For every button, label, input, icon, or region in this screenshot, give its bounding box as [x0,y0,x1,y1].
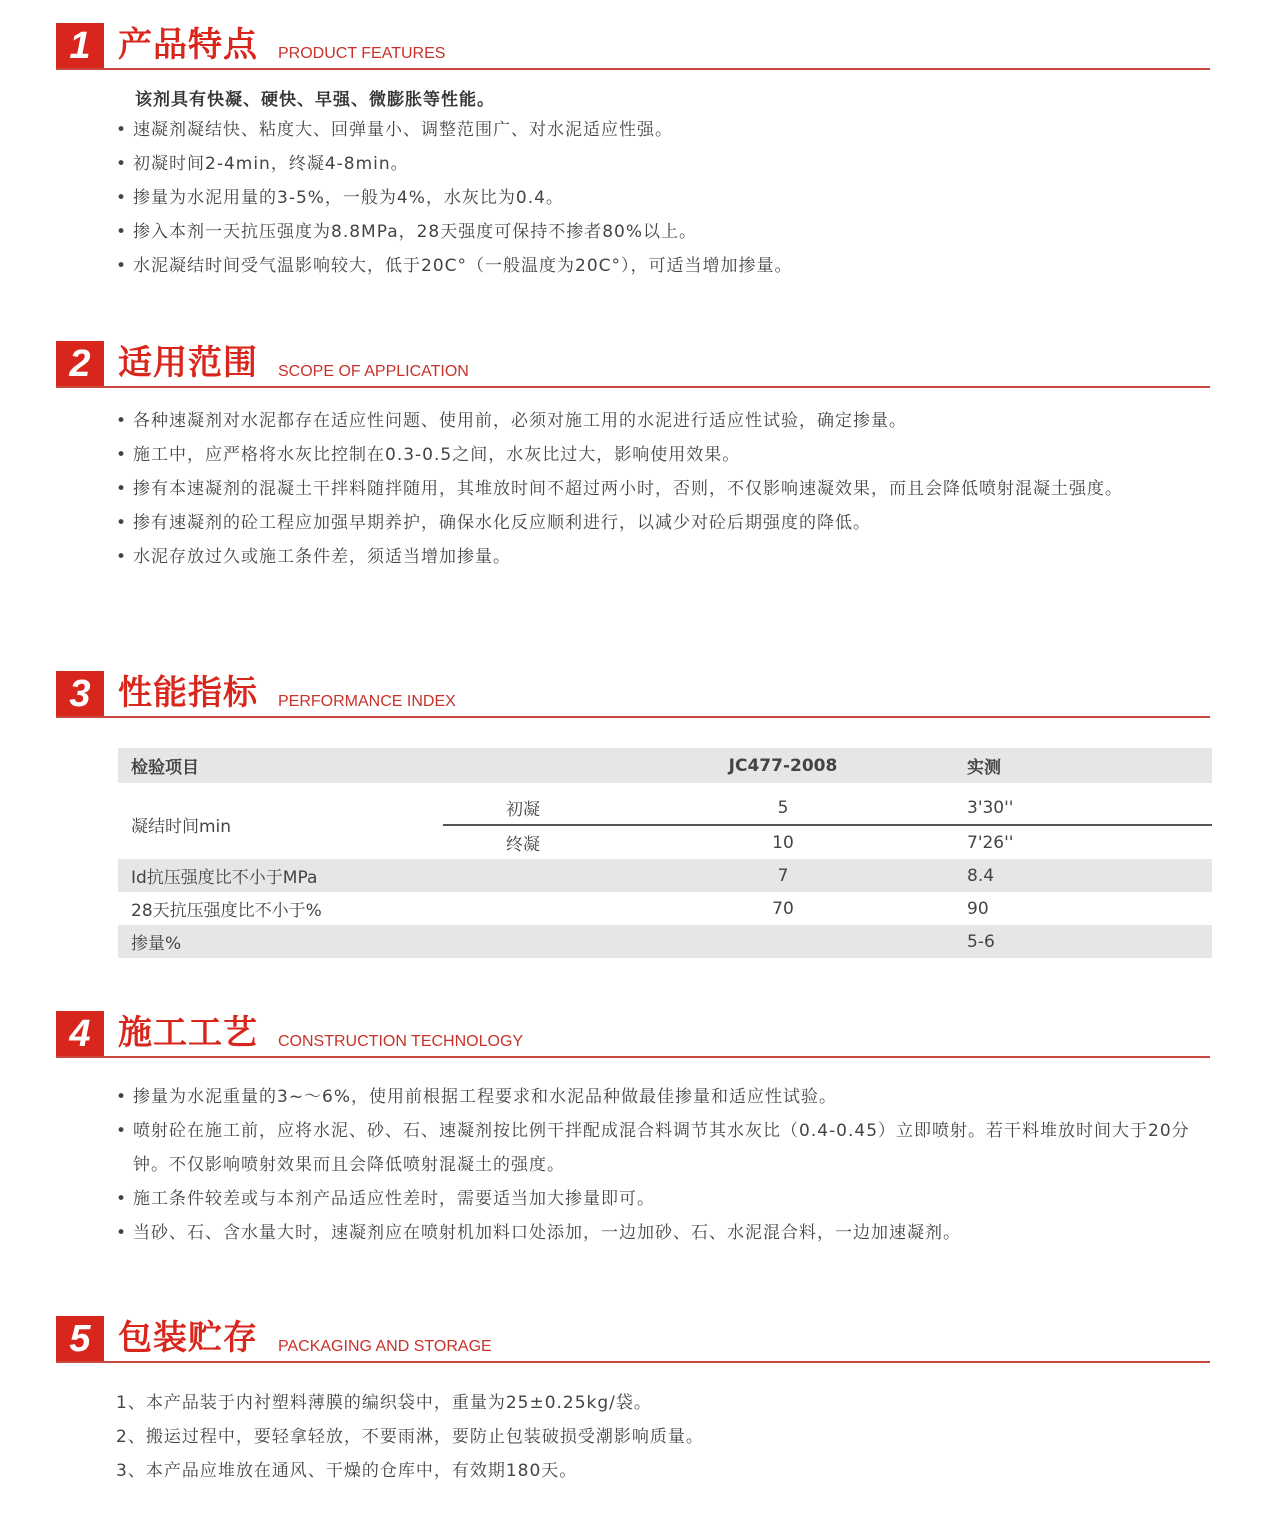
section-performance-index [0,671,1280,954]
section-construction-technology [0,1011,1280,1243]
section-title: 产品特点 [118,25,258,65]
section-subtitle: PERFORMANCE INDEX [278,693,456,710]
bullet-list [116,113,1213,283]
cell: 10 [772,832,794,853]
cell: Id抗压强度比不小于MPa [118,859,603,892]
cell: 70 [772,898,794,919]
section-header [0,1011,1280,1059]
table-header-row [118,748,1212,783]
cell: 3'30'' [963,783,1212,825]
list-item: 2、搬运过程中，要轻拿轻放，不要雨淋，要防止包装破损受潮影响质量。 [116,1427,704,1447]
table-row [118,925,1212,958]
section-title: 施工工艺 [118,1013,258,1053]
cell: 初凝 [443,783,603,825]
list-item: • 喷射砼在施工前，应将水泥、砂、石、速凝剂按比例干拌配成混合料调节其水灰比（0.4-0.45）立即喷射。若干料堆放时间大于20分钟。不仅影响喷射效果而且会降低喷射混凝土的强度。 [116,1114,1213,1182]
bullet-list [116,1080,1213,1250]
header-cell: JC477-2008 [603,748,963,783]
section-subtitle: SCOPE OF APPLICATION [278,363,469,380]
list-item: • 掺有本速凝剂的混凝土干拌料随拌随用，其堆放时间不超过两小时，否则，不仅影响速凝效果，而且会降低喷射混凝土强度。 [116,472,1213,506]
list-item: • 速凝剂凝结快、粘度大、回弹量小、调整范围广、对水泥适应性强。 [116,113,1213,147]
header-cell: 实测 [963,748,1212,783]
list-item: • 水泥凝结时间受气温影响较大，低于20C°（一般温度为20C°），可适当增加掺量。 [116,249,1213,283]
section-subtitle: CONSTRUCTION TECHNOLOGY [278,1033,524,1050]
list-item: • 初凝时间2-4min，终凝4-8min。 [116,147,1213,181]
section-header [0,671,1280,719]
section-number: 5 [56,1316,104,1361]
header-cell: 检验项目 [118,748,603,783]
cell: 28天抗压强度比不小于% [131,901,322,921]
bullet-list [116,404,1213,574]
intro-text: 该剂具有快凝、硬快、早强、微膨胀等性能。 [135,90,495,110]
section-scope-of-application [0,341,1280,567]
list-item: • 掺有速凝剂的砼工程应加强早期养护，确保水化反应顺利进行，以减少对砼后期强度的降低。 [116,506,1213,540]
cell: 90 [967,898,989,919]
cell: 5-6 [963,925,1212,958]
section-title: 适用范围 [118,343,258,383]
numbered-list [116,1386,704,1488]
table-row [118,892,1212,925]
section-subtitle: PRODUCT FEATURES [278,45,446,62]
section-subtitle: PACKAGING AND STORAGE [278,1338,492,1355]
table-row [118,783,1212,825]
cell: 8.4 [963,859,1212,892]
list-item: • 各种速凝剂对水泥都存在适应性问题、使用前，必须对施工用的水泥进行适应性试验，确定掺量。 [116,404,1213,438]
section-title: 包装贮存 [118,1318,258,1358]
divider [56,716,1210,718]
performance-table [118,748,1212,958]
list-item: 3、本产品应堆放在通风、干燥的仓库中，有效期180天。 [116,1461,578,1481]
list-item: • 水泥存放过久或施工条件差，须适当增加掺量。 [116,540,1213,574]
divider [56,1056,1210,1058]
cell: 5 [603,783,963,825]
section-header [0,1316,1280,1364]
section-product-features [0,23,1280,276]
section-header [0,341,1280,389]
list-item: • 掺量为水泥用量的3-5%，一般为4%，水灰比为0.4。 [116,181,1213,215]
list-item: 1、本产品装于内衬塑料薄膜的编织袋中，重量为25±0.25kg/袋。 [116,1393,652,1413]
section-title: 性能指标 [118,673,258,713]
cell: 凝结时间min [131,816,232,837]
divider [56,68,1210,70]
cell [603,925,963,958]
section-number: 2 [56,341,104,386]
section-header [0,23,1280,71]
list-item: • 掺入本剂一天抗压强度为8.8MPa，28天强度可保持不掺者80%以上。 [116,215,1213,249]
section-number: 4 [56,1011,104,1056]
divider [56,1361,1210,1363]
divider [56,386,1210,388]
list-item: • 当砂、石、含水量大时，速凝剂应在喷射机加料口处添加，一边加砂、石、水泥混合料，一边加速凝剂。 [116,1216,1213,1250]
cell: 7 [603,859,963,892]
list-item: • 施工中，应严格将水灰比控制在0.3-0.5之间，水灰比过大，影响使用效果。 [116,438,1213,472]
list-item: • 施工条件较差或与本剂产品适应性差时，需要适当加大掺量即可。 [116,1182,1213,1216]
cell: 掺量% [118,925,603,958]
table-row [118,859,1212,892]
section-number: 1 [56,23,104,68]
cell: 终凝 [506,835,540,855]
cell: 7'26'' [967,832,1014,853]
list-item: • 掺量为水泥重量的3~～6%，使用前根据工程要求和水泥品种做最佳掺量和适应性试验。 [116,1080,1213,1114]
section-number: 3 [56,671,104,716]
section-packaging-storage [0,1316,1280,1481]
